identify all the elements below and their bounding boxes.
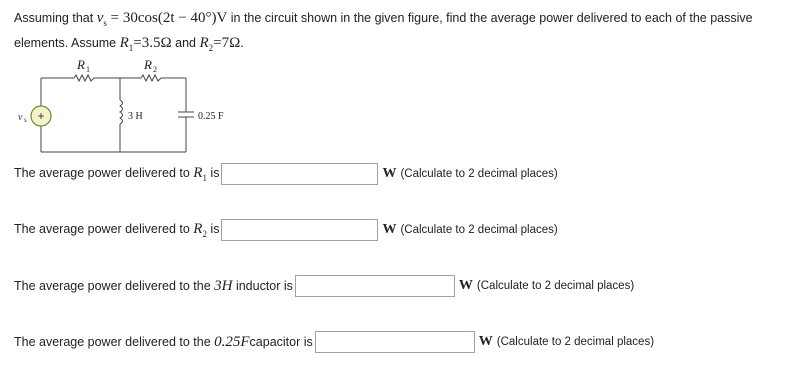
question-intro: Assuming that (14, 11, 97, 25)
answer-row-inductor (14, 275, 634, 297)
answer-row-r2 (14, 219, 558, 241)
question-text: Assuming that $v_s = 30\cos(2t - 40^\circ)V$ in the circuit shown in the given figure, find the average power delivered to each of the passive elements. Assume $R_1=3.5\Omega$ and $R_2=7\Omega$. (14, 10, 753, 53)
question-line2: elements. Assume (14, 36, 120, 50)
unit-label: W (382, 222, 397, 237)
r2-value: $R_2=7\Omega$ (199, 35, 241, 53)
hint-text: (Calculate to 2 decimal places) (400, 168, 558, 180)
svg-text:1: 1 (86, 65, 90, 74)
answer-input-capacitor[interactable] (315, 331, 475, 353)
svg-text:R: R (144, 57, 152, 72)
answer-label-r1: The average power delivered to $R_1$ is (14, 165, 220, 183)
question-intro-cont: in the circuit shown in the given figure, find the average power delivered to each of the passive (227, 11, 753, 25)
svg-text:0.25 F: 0.25 F (198, 111, 224, 122)
vs-symbol: $v_s = 30\cos(2t - 40^\circ)V$ (96, 10, 228, 28)
unit-label: W (458, 278, 473, 293)
answer-input-r1[interactable] (221, 163, 378, 185)
circuit-diagram (14, 56, 244, 156)
svg-text:s: s (24, 116, 27, 124)
answer-label-inductor: The average power delivered to the 3H inductor is (14, 277, 293, 294)
hint-text: (Calculate to 2 decimal places) (400, 224, 558, 236)
answer-input-inductor[interactable] (295, 275, 455, 297)
svg-text:3 H: 3 H (128, 111, 143, 122)
hint-text: (Calculate to 2 decimal places) (496, 336, 655, 348)
answer-input-r2[interactable] (221, 219, 378, 241)
svg-text:2: 2 (153, 65, 157, 74)
r1-value: $R_1=3.5\Omega$ (119, 35, 172, 53)
unit-label: W (382, 166, 397, 181)
svg-text:v: v (18, 112, 23, 123)
svg-text:+: + (37, 109, 45, 123)
answer-label-r2: The average power delivered to $R_2$ is (14, 221, 220, 239)
answer-label-capacitor: The average power delivered to the 0.25Fcapacitor is (14, 333, 313, 350)
answer-row-capacitor (14, 331, 654, 353)
unit-label: W (478, 334, 493, 349)
answer-row-r1 (14, 163, 558, 185)
inductor (120, 100, 123, 124)
hint-text: (Calculate to 2 decimal places) (476, 280, 635, 292)
r1-resistor (74, 75, 94, 81)
r2-resistor (141, 75, 161, 81)
svg-text:R: R (77, 57, 85, 72)
